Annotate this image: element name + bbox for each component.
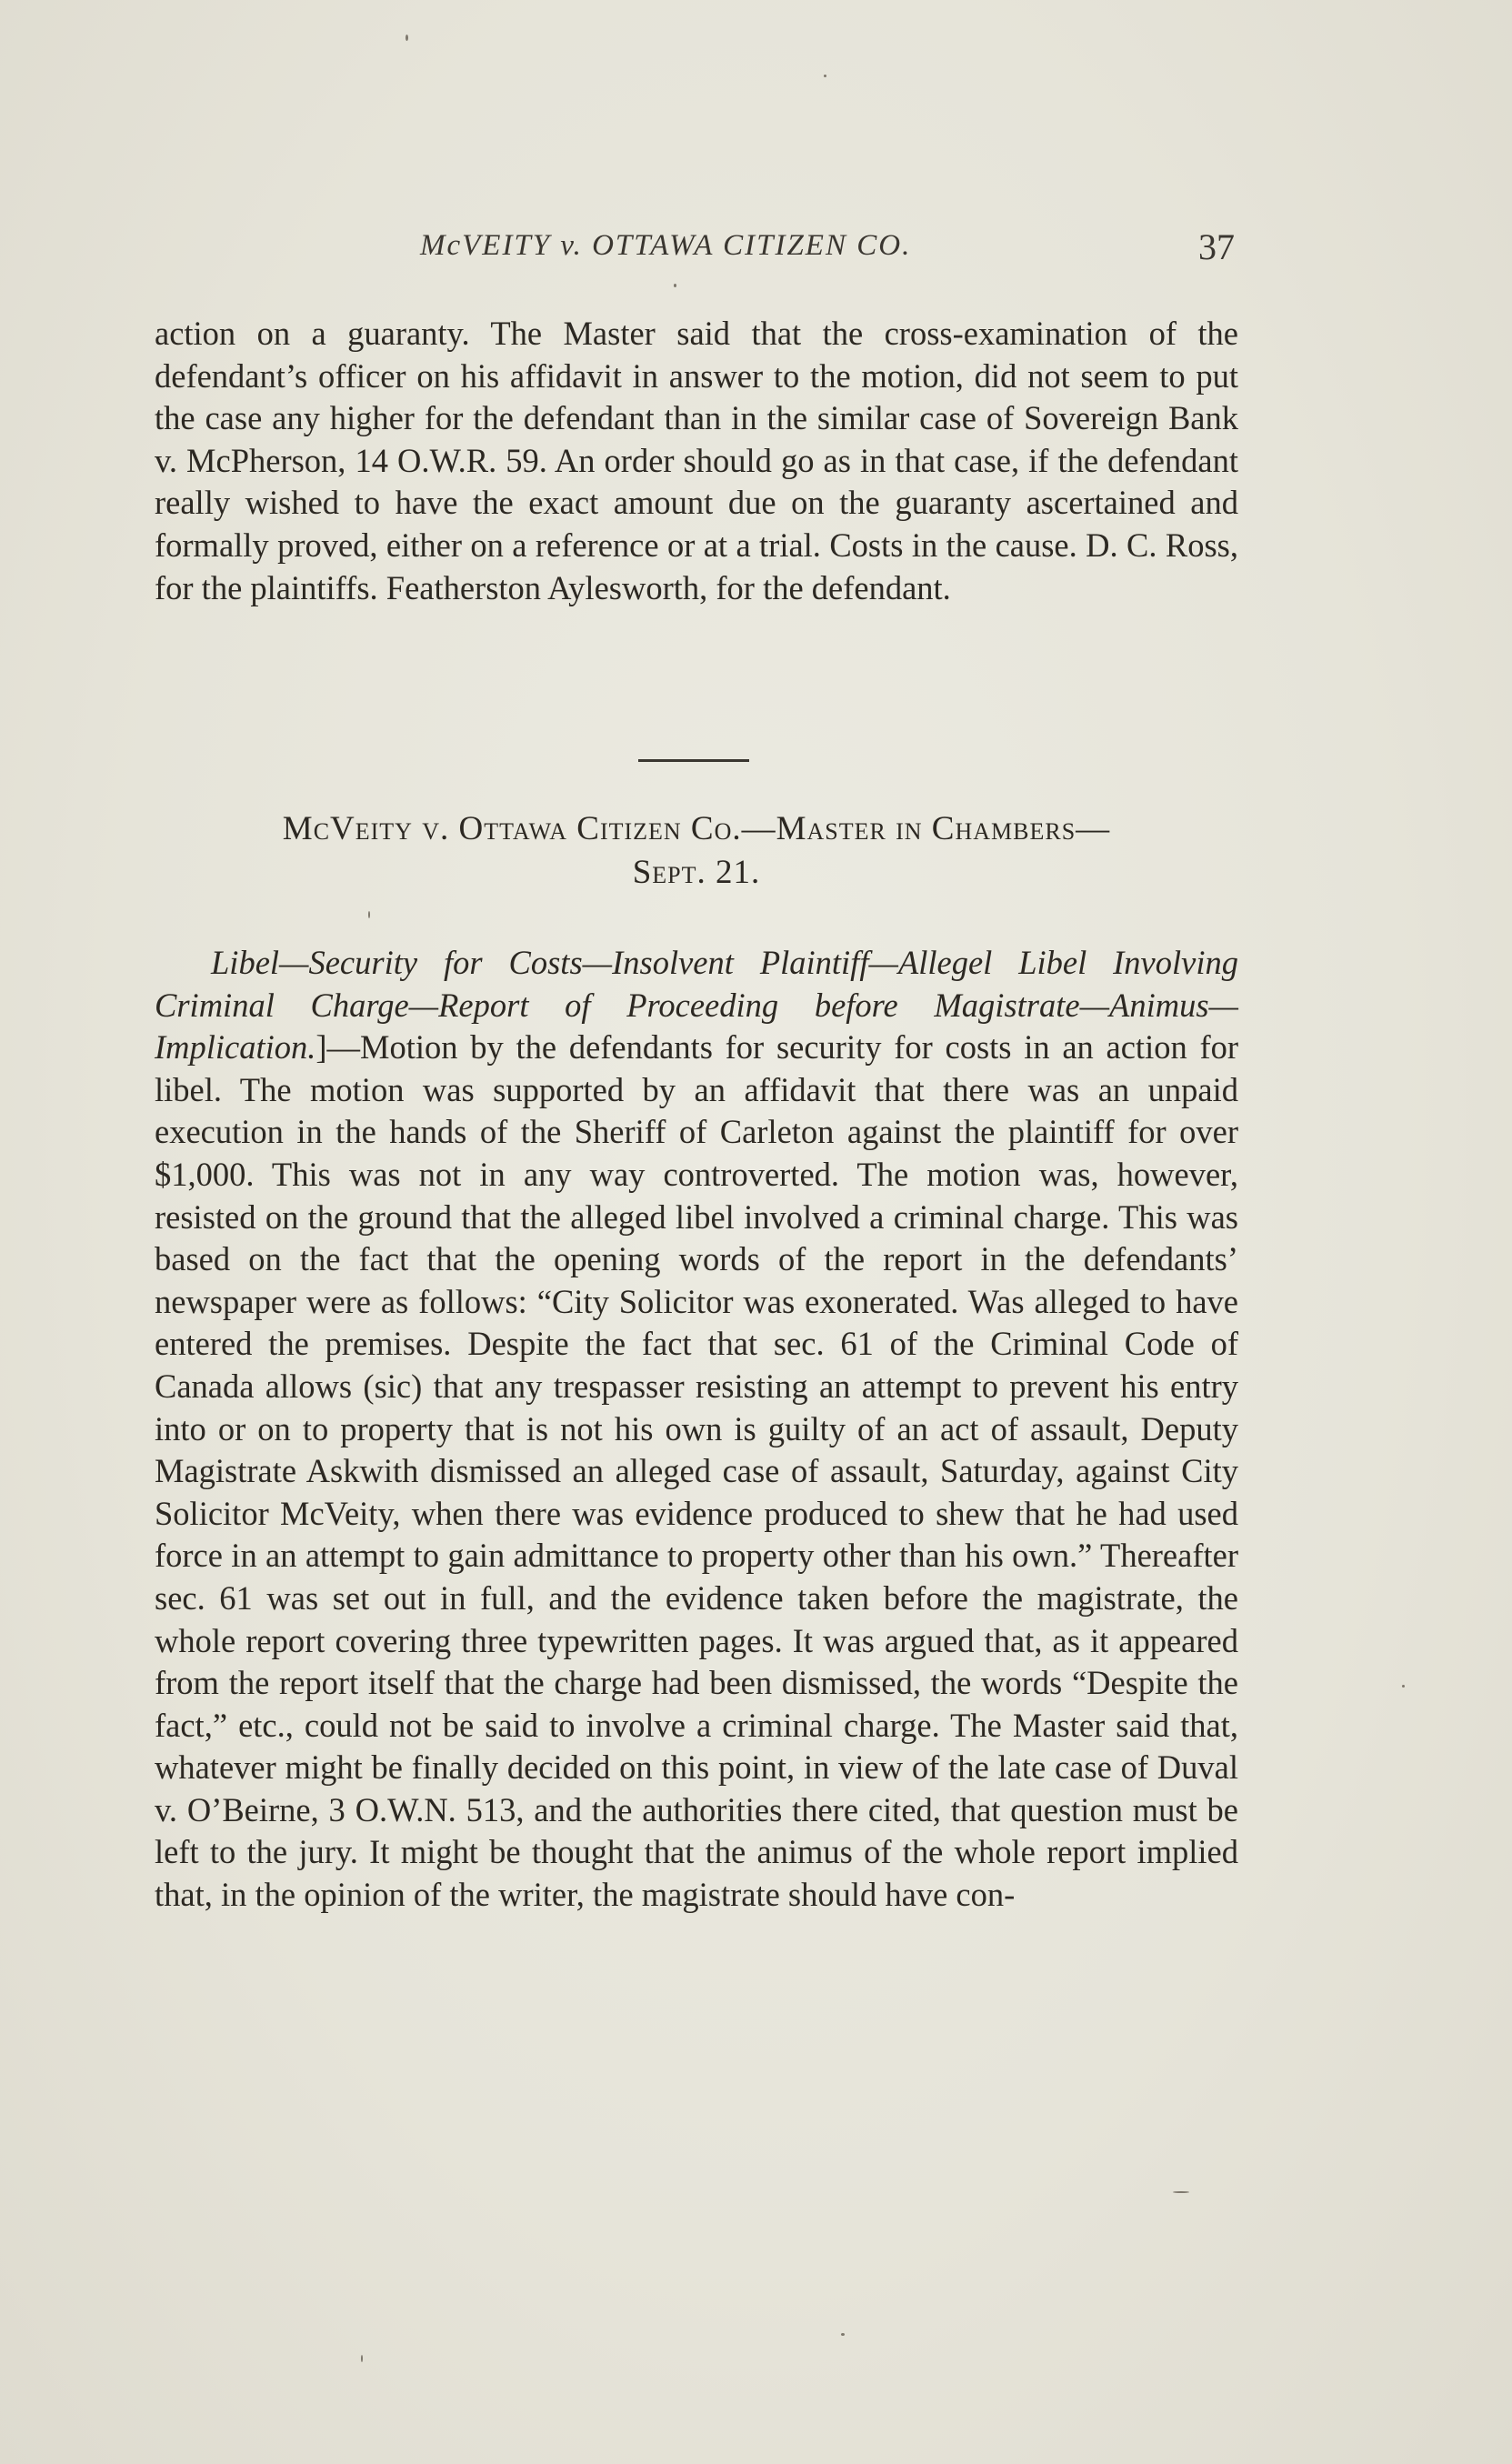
case-body: ]—Motion by the defendants for security for costs in an action for libel. The motion was supported by an affidavit that there was an unpaid execution in the hands of the Sheriff of Carleton against the plaintiff for over $1,000. This was not in any way controverted. The motion was, however, resisted on the ground that the alleged libel involved a criminal charge. This was based on the fact that the opening words of the report in the defendants’ newspaper were as follows: “City Solicitor was exonerated. Was alleged to have entered the premises. Despite the fact that sec. 61 of the Criminal Code of Canada allows (sic) that any trespasser resisting an attempt to prevent his entry into or on to property that is not his own is guilty of an act of assault, Deputy Magistrate Askwith dismissed an alleged case of assault, Saturday, against City Solicitor McVeity, when there was evidence produced to shew that he had used force in an attempt to gain admittance to property other than his own.” Thereafter sec. 61 was set out in full, and the evidence taken before the magistrate, the whole report covering three typewritten pages. It was argued that, as it appeared from the report itself that the charge had been dismissed, the words “Despite the fact,” etc., could not be said to involve a criminal charge. The Master said that, whatever might be finally decided on this point, in view of the late case of Duval v. O’Beirne, 3 O.W.N. 513, and the authorities there cited, that question must be left to the jury. It might be thought that the animus of the whole report implied that, in the opinion of the writer, the magistrate should have con- bbox=[155, 1028, 1238, 1914]
paper-speck bbox=[368, 911, 370, 918]
paper-speck bbox=[841, 2333, 845, 2336]
page-number: 37 bbox=[1198, 226, 1235, 267]
case-date: Sept. 21. bbox=[632, 854, 761, 891]
catchwords: Libel—Security for Costs—Insolvent Plaintiff—Allegel Libel Involving Criminal Charge—Report of Proceeding before Magistrate—Animus—Implication. bbox=[155, 944, 1238, 1067]
running-head-title: McVEITY v. OTTAWA CITIZEN CO. bbox=[420, 229, 912, 262]
paper-speck bbox=[1402, 1685, 1405, 1688]
paper-speck bbox=[361, 2355, 363, 2362]
case-paragraph bbox=[155, 942, 1238, 1917]
running-head bbox=[0, 226, 1512, 275]
section-divider bbox=[638, 759, 749, 762]
paper-speck bbox=[406, 35, 408, 41]
case-title: McVeity v. Ottawa Citizen Co.—Master in Chambers— bbox=[282, 810, 1111, 847]
paper-speck bbox=[1173, 2191, 1189, 2193]
paragraph-continued: action on a guaranty. The Master said that the cross-examination of the defendant’s officer on his affidavit in answer to the motion, did not seem to put the case any higher for the defendant than in the similar case of Sovereign Bank v. McPherson, 14 O.W.R. 59. An order should go as in that case, if the defendant really wished to have the exact amount due on the guaranty ascertained and formally proved, either on a reference or at a trial. Costs in the cause. D. C. Ross, for the plaintiffs. Featherston Aylesworth, for the defendant. bbox=[155, 315, 1238, 606]
paper-speck bbox=[674, 284, 676, 287]
paper-speck bbox=[824, 75, 826, 77]
case-heading bbox=[155, 807, 1238, 895]
